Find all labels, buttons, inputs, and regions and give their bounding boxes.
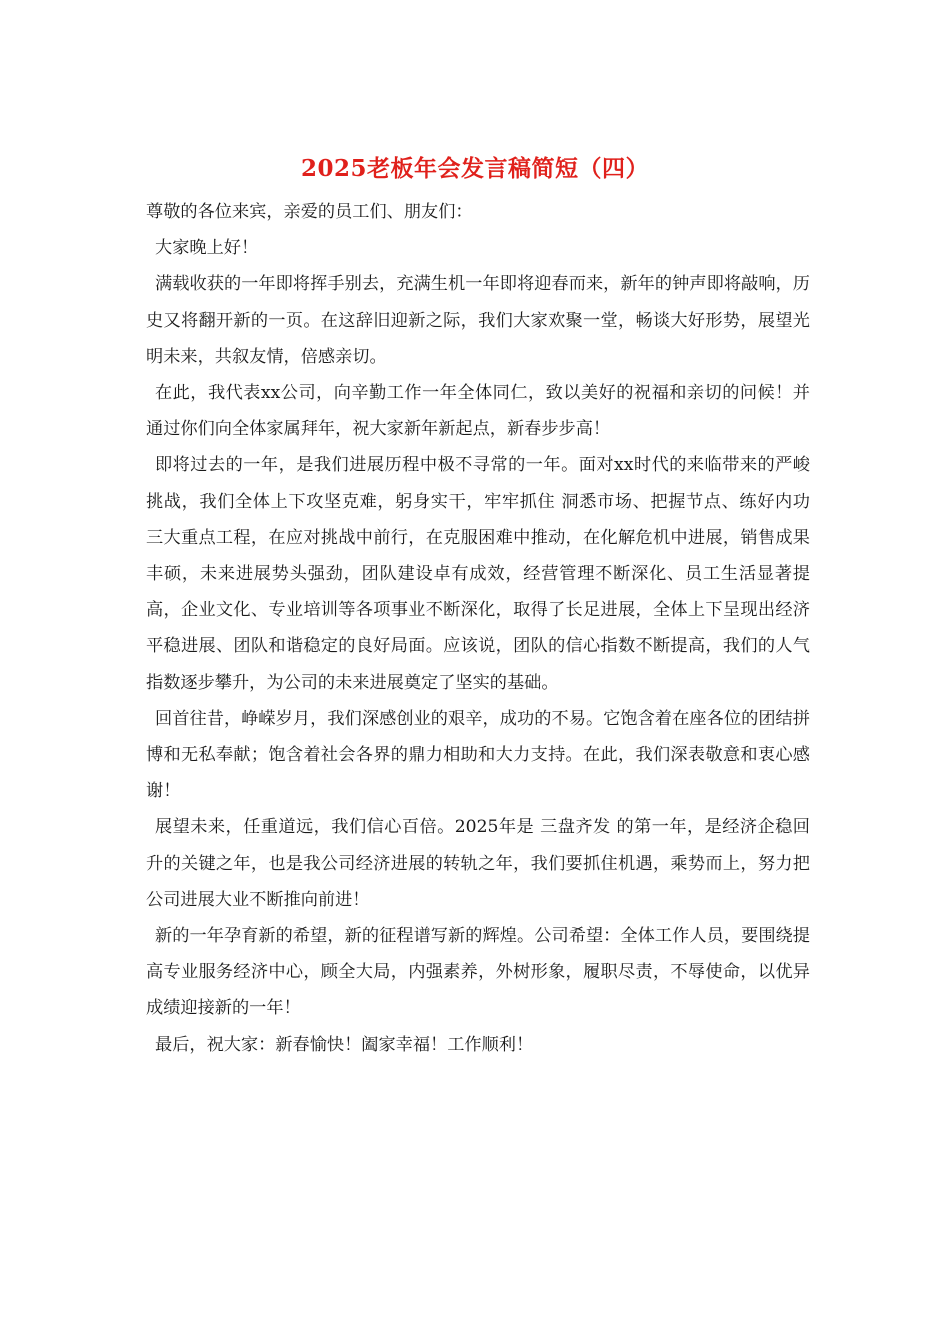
body-paragraph: 在此，我代表xx公司，向辛勤工作一年全体同仁，致以美好的祝福和亲切的问候！并通过你们向全体家属拜年，祝大家新年新起点，新春步步高！ [146, 383, 810, 440]
closing-paragraph: 最后，祝大家：新春愉快！阖家幸福！工作顺利！ [155, 1034, 534, 1055]
body-paragraph: 即将过去的一年，是我们进展历程中极不寻常的一年。面对xx时代的来临带来的严峻挑战，我们全体上下攻坚克难，躬身实干，牢牢抓住 洞悉市场、把握节点、练好内功 三大重点工程，在应对挑战中前行，在克服困难中推动，在化解危机中进展，销售成果丰硕，未来进展势头强劲，团队建设卓有成效，经营管理不断深化、员工生活显著提高，企业文化、专业培训等各项事业不断深化，取得了长足进展，全体上下呈现出经济平稳进展、团队和谐稳定的良好局面。应该说，团队的信心指数不断提高，我们的人气指数逐步攀升，为公司的未来进展奠定了坚实的基础。 [146, 455, 810, 693]
document-body [146, 194, 810, 1063]
greeting-paragraph: 大家晚上好！ [155, 238, 259, 259]
body-paragraph: 满载收获的一年即将挥手别去，充满生机一年即将迎春而来，新年的钟声即将敲响，历史又将翻开新的一页。在这辞旧迎新之际，我们大家欢聚一堂，畅谈大好形势，展望光明未来，共叙友情，倍感亲切。 [146, 274, 810, 367]
body-paragraph: 展望未来，任重道远，我们信心百倍。2025年是 三盘齐发 的第一年，是经济企稳回升的关键之年，也是我公司经济进展的转轨之年，我们要抓住机遇，乘势而上，努力把公司进展大业不断推向前进！ [146, 817, 810, 910]
salutation-paragraph: 尊敬的各位来宾，亲爱的员工们、朋友们： [146, 202, 473, 222]
document-title: 2025老板年会发言稿简短（四） [300, 155, 649, 182]
body-paragraph: 新的一年孕育新的希望，新的征程谱写新的辉煌。公司希望：全体工作人员，要围绕提高专业服务经济中心，顾全大局，内强素养，外树形象，履职尽责，不辱使命，以优异成绩迎接新的一年！ [146, 926, 810, 1019]
body-paragraph: 回首往昔，峥嵘岁月，我们深感创业的艰辛，成功的不易。它饱含着在座各位的团结拼博和无私奉献；饱含着社会各界的鼎力相助和大力支持。在此，我们深表敬意和衷心感谢！ [146, 708, 810, 802]
